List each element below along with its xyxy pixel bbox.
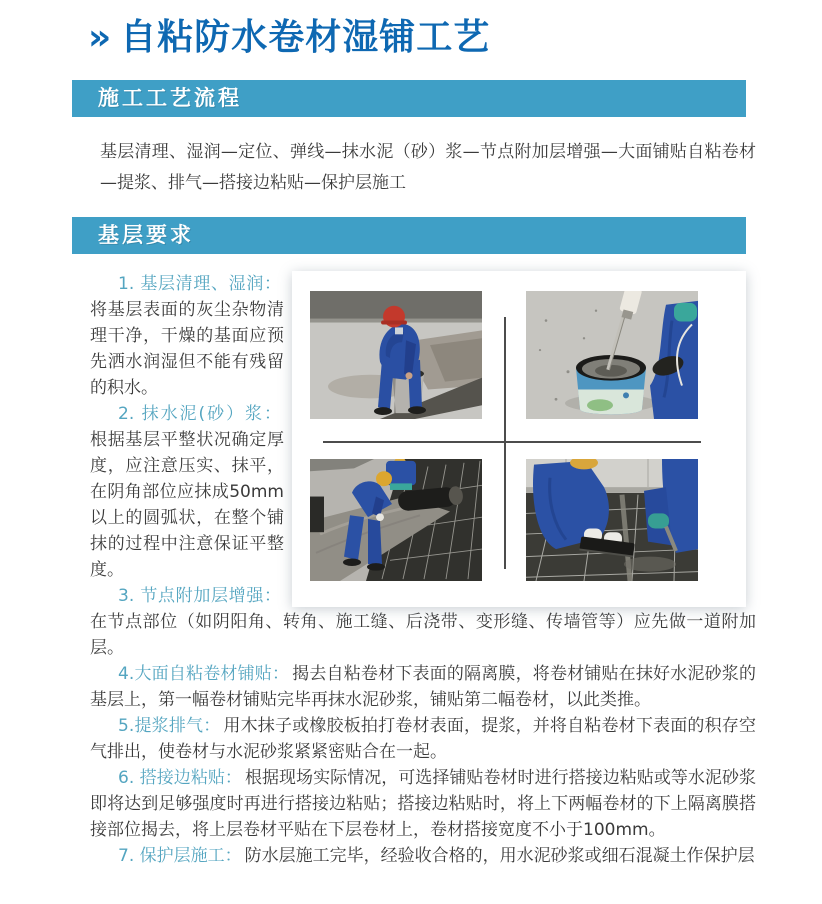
step-2-body: 根据基层平整状况确定厚度，应注意压实、抹平，在阴角部位应抹成50mm以上的圆弧状，在整个铺抹的过程中注意保证平整度。 [90, 430, 284, 580]
section-banner-process: 施工工艺流程 [72, 80, 746, 117]
photo-mixing-slurry [526, 291, 698, 419]
step-3-heading: 3. 节点附加层增强： [118, 586, 281, 606]
step-5-body: 用木抹子或橡胶板拍打卷材表面，提浆，并将自粘卷材下表面的积存空气排出，使卷材与水泥砂浆紧紧密贴合在一起。 [90, 716, 756, 762]
step-6-heading: 6. 搭接边粘贴： [118, 768, 242, 788]
photo-divider-vertical [504, 317, 506, 569]
section-banner-base: 基层要求 [72, 217, 746, 254]
process-step-item-5 [90, 713, 756, 765]
double-angle-right-icon: » [88, 17, 113, 58]
photo-pressing-membrane [526, 459, 698, 581]
page-title-text: 自粘防水卷材湿铺工艺 [120, 17, 491, 58]
process-step-item-4 [90, 661, 756, 713]
photo-wetting-base-image [310, 291, 482, 419]
step-4-body: 揭去自粘卷材下表面的隔离膜，将卷材铺贴在抹好水泥砂浆的基层上，第一幅卷材铺贴完毕再抹水泥砂浆，铺贴第二幅卷材，以此类推。 [90, 664, 756, 710]
process-step-item-6 [90, 765, 756, 843]
step-7-heading: 7. 保护层施工： [118, 846, 242, 866]
step-1-body: 将基层表面的灰尘杂物清理干净，干燥的基面应预先洒水润湿但不能有残留的积水。 [90, 300, 284, 398]
photo-card [292, 271, 746, 607]
base-requirements-content [90, 271, 756, 869]
step-5-heading: 5.提浆排气： [118, 716, 221, 736]
step-1-heading: 1. 基层清理、湿润： [118, 274, 281, 294]
photo-rolling-membrane-image [310, 459, 482, 581]
photo-divider-horizontal [323, 441, 701, 443]
process-step-item-7 [90, 843, 756, 869]
photo-wetting-base [310, 291, 482, 419]
step-6-body: 根据现场实际情况，可选择铺贴卷材时进行搭接边粘贴或等水泥砂浆即将达到足够强度时再进行搭接边粘贴；搭接边粘贴时，将上下两幅卷材的下上隔离膜搭接部位揭去，将上层卷材平贴在下层卷材上，卷材搭接宽度不小于100mm。 [90, 768, 757, 840]
page-title [88, 14, 762, 62]
step-7-body: 防水层施工完毕，经验收合格的，用水泥砂浆或细石混凝土作保护层 [244, 846, 755, 866]
photo-rolling-membrane [310, 459, 482, 581]
photo-mixing-slurry-image [526, 291, 698, 419]
step-2-heading: 2. 抹水泥(砂）浆： [118, 404, 281, 424]
photo-pressing-membrane-image [526, 459, 698, 581]
step-3-body: 在节点部位（如阴阳角、转角、施工缝、后浇带、变形缝、传墙管等）应先做一道附加层。 [90, 612, 756, 658]
step-4-heading: 4.大面自粘卷材铺贴： [118, 664, 290, 684]
process-flow-text: 基层清理、湿润—定位、弹线—抹水泥（砂）浆—节点附加层增强—大面铺贴自粘卷材—提浆、排气—搭接边粘贴—保护层施工 [100, 142, 756, 193]
